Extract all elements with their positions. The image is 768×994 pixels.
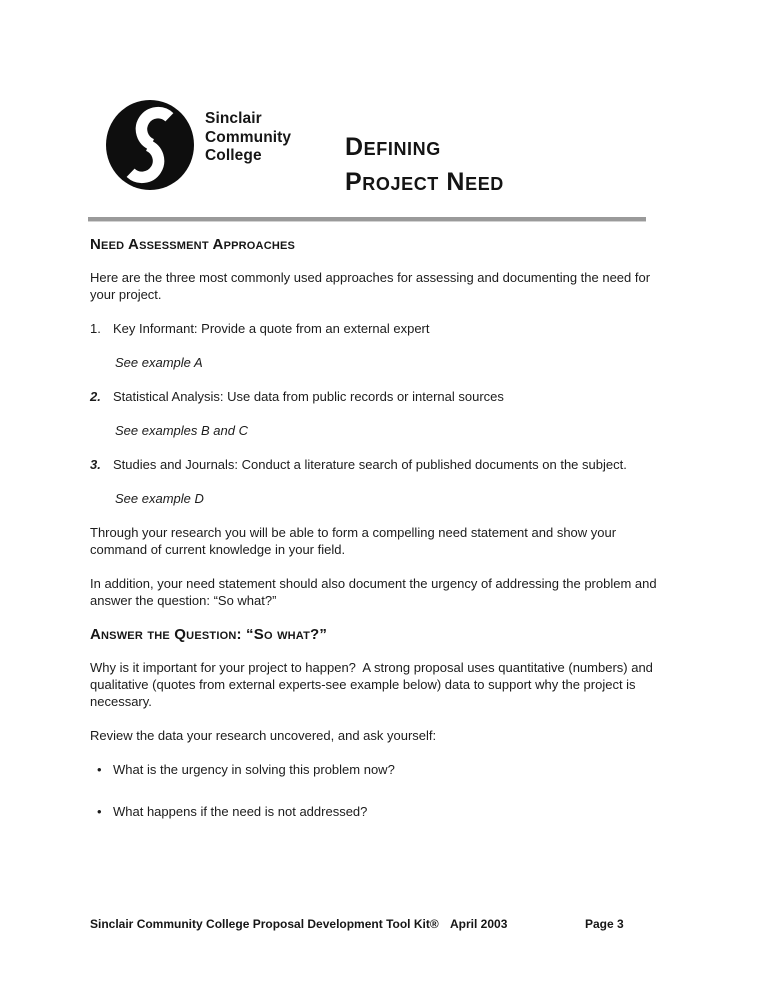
sinclair-s-logo-icon: [105, 99, 195, 191]
list-item-text: Key Informant: Provide a quote from an external expert: [113, 321, 430, 336]
paragraph-research: Through your research you will be able to form a compelling need statement and show your command of current knowledge in your field.: [90, 525, 617, 557]
page-title-line: Defining: [345, 133, 441, 161]
example-reference: See examples B and C: [115, 423, 248, 438]
institution-name: [205, 110, 291, 166]
example-reference: See example D: [115, 491, 204, 506]
list-item-marker: 1.: [90, 321, 101, 336]
footer-date: April 2003: [450, 917, 508, 931]
section-heading-need-assessment: Need Assessment Approaches: [90, 236, 296, 253]
bullet-text: What is the urgency in solving this problem now?: [113, 762, 395, 777]
paragraph-urgency: In addition, your need statement should also document the urgency of addressing the problem and answer the question: “So what?”: [90, 576, 657, 608]
bullet-marker: •: [97, 804, 102, 819]
paragraph-why: Why is it important for your project to happen? A strong proposal uses quantitative (numbers) and qualitative (quotes from external experts-see example below) data to support why the project is necessary.: [90, 660, 653, 709]
paragraph-intro: Here are the three most commonly used approaches for assessing and documenting the need for your project.: [90, 270, 651, 302]
header-divider: [88, 217, 646, 222]
page-title: [345, 130, 504, 200]
list-item: [90, 320, 662, 337]
institution-line: College: [205, 147, 262, 164]
bullet-item: [90, 803, 662, 820]
list-item-text: Statistical Analysis: Use data from public records or internal sources: [113, 389, 504, 404]
bullet-text: What happens if the need is not addressed?: [113, 804, 368, 819]
footer-document-title: Sinclair Community College Proposal Development Tool Kit®: [90, 917, 439, 931]
page-title-line: Project Need: [345, 168, 504, 196]
list-item-marker: 2.: [90, 389, 101, 404]
list-item: [90, 456, 662, 473]
bullet-marker: •: [97, 762, 102, 777]
institution-line: Sinclair: [205, 110, 262, 127]
institution-line: Community: [205, 128, 292, 146]
footer-page-number: Page 3: [585, 917, 624, 931]
page-footer: [90, 917, 670, 933]
list-item-text: Studies and Journals: Conduct a literature search of published documents on the subject.: [113, 457, 627, 472]
list-item-marker: 3.: [90, 457, 101, 472]
document-body: [90, 236, 662, 845]
bullet-item: [90, 761, 662, 778]
section-heading-so-what: Answer the Question: “So what?”: [90, 626, 328, 643]
list-item: [90, 388, 662, 405]
paragraph-review: Review the data your research uncovered, and ask yourself:: [90, 728, 437, 743]
example-reference: See example A: [115, 355, 203, 370]
